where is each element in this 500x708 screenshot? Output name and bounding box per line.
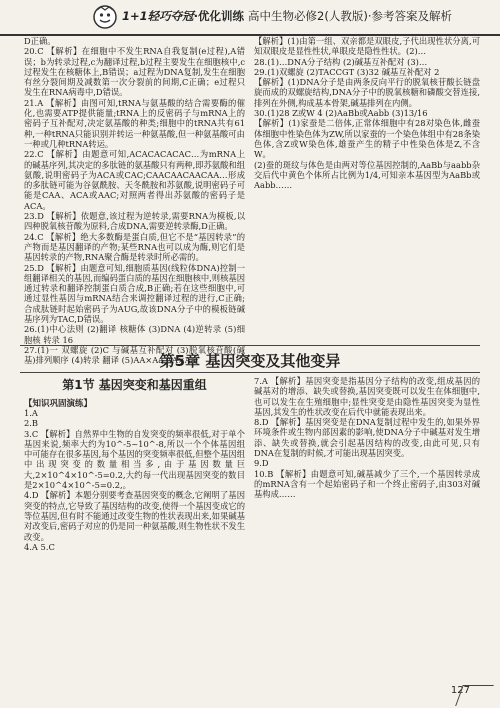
answer-paragraph: 【解析】(1)DNA分子是由两条反向平行的脱氧核苷酸长链盘旋而成的双螺旋结构,DNA分子中的脱氧核糖和磷酸交替连接,排列在外侧,构成基本骨架,碱基排列在内侧。	[254, 77, 480, 108]
answer-paragraph: 21.A 【解析】由图可知,tRNA与氨基酸的结合需要酶的催化,也需要ATP提供能量;tRNA上的反密码子与mRNA上的密码子互补配对,决定氨基酸的种类;细胞中的tRNA共有61种,一种tRNA只能识别并转运一种氨基酸,但一种氨基酸可由一种或几种tRNA转运。	[24, 97, 245, 149]
page-corner-decoration	[455, 685, 494, 706]
bottom-right-column	[254, 376, 480, 686]
answer-paragraph: 4.A 5.C	[24, 541, 55, 552]
answer-paragraph: 29.(1)双螺旋 (2)TACCGT (3)32 碱基互补配对 2	[254, 66, 440, 77]
book-name: 优化训练	[198, 9, 245, 23]
answer-paragraph: (2)蚕的斑纹与体色是由两对等位基因控制的,AaBb与aabb杂交后代中黄色个体所占比例为1/4,可知亲本基因型为AaBb或Aabb……	[254, 159, 480, 191]
chapter-band	[20, 345, 480, 373]
answer-paragraph: 10.B 【解析】由题意可知,碱基减少了三个,一个基因转录成的mRNA含有一个起始密码子和一个终止密码子,由303对碱基构成……	[254, 468, 480, 500]
answer-paragraph: 30.(1)28 Z或W 4 (2)AaBb或Aabb (3)13/16	[254, 108, 428, 119]
mascot-logo-icon	[92, 4, 118, 30]
answer-paragraph: 25.D 【解析】由题意可知,细胞质基因(线粒体DNA)控制一组翻译相关的基因,而编码蛋白质的基因在细胞核中,则核基因通过转录和翻译控制蛋白质合成,B正确;若在这些细胞中,可通过显性基因与mRNA结合来调控翻译过程的进行,C正确;合成肽链时起始密码子为AUG,故该DNA分子中的模板链碱基序列为TAC,D错误。	[24, 262, 245, 325]
bottom-left-column	[24, 408, 245, 686]
answer-paragraph: 1.A	[24, 408, 38, 418]
page-number: 127	[450, 685, 470, 696]
answer-paragraph: 7.A 【解析】基因突变是指基因分子结构的改变,组成基因的碱基对的增添、缺失或替换,基因突变既可以发生在体细胞中,也可以发生在生殖细胞中;显性突变是由隐性基因突变为显性基因,其发生的性状改变在后代中就能表现出来。	[254, 376, 480, 417]
answer-paragraph: 26.(1)中心法则 (2)翻译 核糖体 (3)DNA (4)逆转录 (5)细胞核 转录 16	[24, 324, 245, 345]
section-title: 第1节 基因突变和基因重组	[62, 378, 207, 392]
answer-paragraph: 23.D 【解析】依题意,该过程为逆转录,需要RNA为模板,以四种脱氧核苷酸为原料,合成DNA,需要逆转录酶,D正确。	[24, 211, 245, 232]
answer-paragraph: 9.D	[254, 458, 269, 469]
header-subtitle: 高中生物必修2(人教版)·参考答案及解析	[248, 9, 452, 23]
answer-paragraph: 3.C 【解析】自然界中生物的自发突变的频率很低,对于单个基因来说,频率大约为10^-5~10^-8,所以一个个体基因组中可能存在很多基因,每个基因的突变频率很低,但整个基因组中出现突变的数量相当多,由于基因数量巨大,2×10^4×10^-5=0.2,大约每一代出现基因突变的数目是2×10^4×10^-5=0.2,。	[24, 428, 245, 491]
top-left-column	[24, 36, 245, 366]
header-separator: ·	[193, 9, 199, 23]
answer-paragraph: 24.C 【解析】绝大多数酶是蛋白质,但它不是“基因转录”的产物而是基因翻译的产物;某些RNA也可以成为酶,则它们是基因转录的产物,RNA聚合酶是转录时所必需的。	[24, 231, 245, 263]
answer-paragraph: 2.B	[24, 418, 39, 429]
header-title	[122, 8, 452, 24]
answer-paragraph: 20.C 【解析】在细胞中不发生RNA自我复制(e过程),A错误；b为转录过程,c为翻译过程,b过程主要发生在细胞核中,c过程发生在核糖体上,B错误；a过程为DNA复制,发生在细胞有丝分裂间期及减数第一次分裂前的间期,C正确；e过程只发生在RNA病毒中,D错误。	[24, 46, 245, 98]
answer-paragraph: 4.D 【解析】本题分别要考查基因突变的概念,它阐明了基因突变的特点,它导致了基因结构的改变,使得一个基因变成它的等位基因,但有时不能通过改变生物的性状表现出来,如果碱基对改变后,密码子对应的仍是同一种氨基酸,则生物性状不发生改变。	[24, 490, 245, 542]
series-name: 1+1轻巧夺冠	[122, 9, 194, 23]
top-right-column	[254, 36, 480, 341]
answer-paragraph: 【解析】(1)家蚕是二倍体,正常体细胞中有28对染色体,雌蚕体细胞中性染色体为ZW,所以家蚕的一个染色体组中有28条染色体,含Z或W染色体,雄蚕产生的精子中性染色体是Z,不含W。	[254, 118, 480, 160]
answer-paragraph: 28.(1)…DNA分子结构 (2)碱基互补配对 (3)…	[254, 56, 428, 67]
answer-paragraph: D正确。	[24, 36, 56, 46]
page-header	[0, 0, 500, 36]
answer-paragraph: 22.C 【解析】由题意可知,ACACACACAC…为mRNA上的碱基序列,其决定的多肽链的氨基酸只有两种,即苏氨酸和组氨酸,说明密码子为ACA或CAC;CAACAACAACAA…形成的多肽链可能为谷氨酰胺、天冬酰胺和苏氨酸,说明密码子可能是CAA、ACA或AAC;对照两者得出苏氨酸的密码子是ACA。	[24, 149, 245, 211]
answer-paragraph: 27.(1)一 双螺旋 (2)C 与碱基互补配对 (3)脱氧核苷酸(碱基)排列顺序 (4)转录 翻译 (5)AA×Aa AA×Aa	[24, 344, 245, 366]
practice-label: 【知识巩固演练】	[24, 399, 93, 409]
chapter-title: 第5章 基因突变及其他变异	[159, 352, 341, 370]
answer-paragraph: 8.D 【解析】基因突变是在DNA复制过程中发生的,如果外界环境条件或生物内部因素的影响,使DNA分子中碱基对发生增添、缺失或替换,就会引起基因结构的改变,由此可见,只有DNA在复制的时候,才可能出现基因突变。	[254, 417, 480, 459]
answer-paragraph: 【解析】(1)由第一组、双亲都是双眼皮,子代出现性状分离,可知双眼皮是显性性状,单眼皮是隐性性状。(2)…	[254, 36, 480, 57]
